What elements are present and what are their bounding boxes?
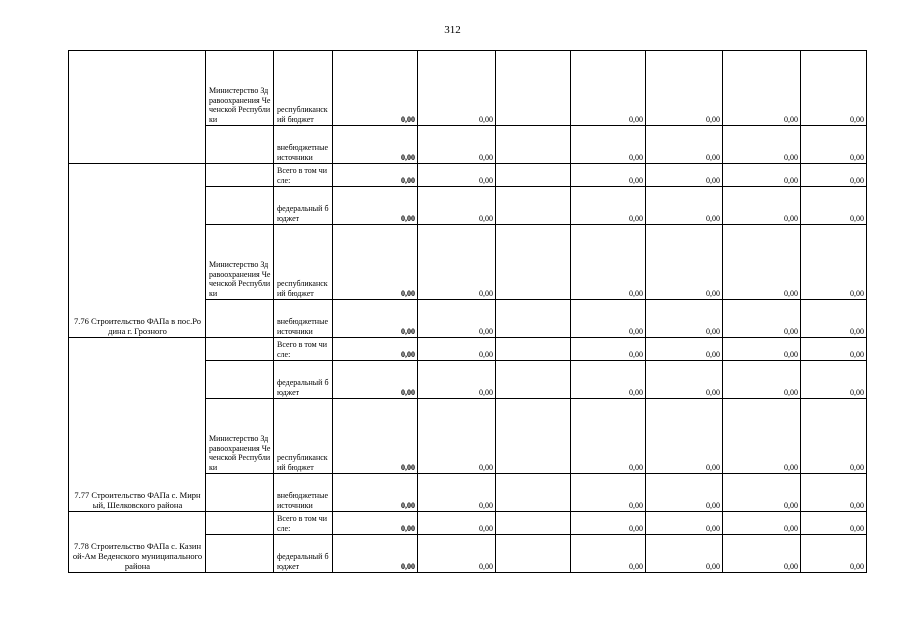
- value-cell: 0,00: [723, 512, 801, 535]
- executor-cell: Министерство Здравоохранения Чеченской Республики: [206, 399, 274, 474]
- value-cell: [496, 187, 571, 225]
- value-cell: [496, 535, 571, 573]
- table-row: [69, 338, 867, 361]
- value-cell: 0,00: [723, 51, 801, 126]
- value-cell: 0,00: [333, 164, 418, 187]
- table-row: [69, 51, 867, 126]
- value-cell: 0,00: [723, 300, 801, 338]
- value-cell: 0,00: [801, 361, 867, 399]
- value-cell: 0,00: [801, 338, 867, 361]
- value-cell: [496, 225, 571, 300]
- value-cell: 0,00: [418, 512, 496, 535]
- value-cell: 0,00: [571, 164, 646, 187]
- value-cell: [496, 300, 571, 338]
- value-cell: 0,00: [646, 126, 723, 164]
- value-cell: 0,00: [418, 225, 496, 300]
- value-cell: 0,00: [723, 164, 801, 187]
- value-cell: 0,00: [723, 474, 801, 512]
- value-cell: [496, 512, 571, 535]
- value-cell: 0,00: [646, 225, 723, 300]
- value-cell: 0,00: [333, 126, 418, 164]
- value-cell: 0,00: [723, 225, 801, 300]
- value-cell: 0,00: [333, 361, 418, 399]
- extrabudget-label: внебюджетные источники: [274, 126, 333, 164]
- value-cell: 0,00: [418, 164, 496, 187]
- value-cell: 0,00: [333, 300, 418, 338]
- value-cell: 0,00: [333, 512, 418, 535]
- executor-cell: [206, 512, 274, 535]
- value-cell: 0,00: [418, 399, 496, 474]
- value-cell: 0,00: [801, 126, 867, 164]
- value-cell: 0,00: [646, 512, 723, 535]
- value-cell: 0,00: [571, 300, 646, 338]
- value-cell: 0,00: [418, 535, 496, 573]
- measure-name-cell: [69, 51, 206, 164]
- value-cell: 0,00: [723, 399, 801, 474]
- republic-budget-label: республиканский бюджет: [274, 399, 333, 474]
- republic-budget-label: республиканский бюджет: [274, 225, 333, 300]
- value-cell: 0,00: [571, 338, 646, 361]
- value-cell: 0,00: [333, 51, 418, 126]
- value-cell: [496, 164, 571, 187]
- value-cell: 0,00: [723, 126, 801, 164]
- value-cell: 0,00: [723, 361, 801, 399]
- value-cell: 0,00: [418, 187, 496, 225]
- executor-cell: [206, 126, 274, 164]
- value-cell: 0,00: [723, 338, 801, 361]
- value-cell: 0,00: [801, 164, 867, 187]
- value-cell: [496, 338, 571, 361]
- value-cell: 0,00: [571, 126, 646, 164]
- executor-cell: [206, 474, 274, 512]
- executor-cell: [206, 535, 274, 573]
- value-cell: 0,00: [571, 187, 646, 225]
- value-cell: 0,00: [646, 535, 723, 573]
- value-cell: 0,00: [571, 399, 646, 474]
- republic-budget-label: республиканский бюджет: [274, 51, 333, 126]
- value-cell: 0,00: [418, 474, 496, 512]
- value-cell: 0,00: [333, 187, 418, 225]
- value-cell: 0,00: [646, 300, 723, 338]
- value-cell: 0,00: [801, 225, 867, 300]
- value-cell: 0,00: [723, 535, 801, 573]
- value-cell: 0,00: [333, 474, 418, 512]
- executor-cell: [206, 187, 274, 225]
- executor-cell: [206, 300, 274, 338]
- value-cell: 0,00: [571, 535, 646, 573]
- value-cell: 0,00: [418, 338, 496, 361]
- value-cell: 0,00: [418, 51, 496, 126]
- measure-name-cell: 7.76 Строительство ФАПа в пос.Родина г. Грозного: [69, 164, 206, 338]
- total-label: Всего в том числе:: [274, 512, 333, 535]
- value-cell: 0,00: [571, 51, 646, 126]
- value-cell: 0,00: [646, 399, 723, 474]
- value-cell: 0,00: [801, 51, 867, 126]
- table-row: [69, 512, 867, 535]
- value-cell: 0,00: [333, 399, 418, 474]
- total-label: Всего в том числе:: [274, 338, 333, 361]
- federal-budget-label: федеральный бюджет: [274, 361, 333, 399]
- federal-budget-label: федеральный бюджет: [274, 535, 333, 573]
- value-cell: 0,00: [418, 126, 496, 164]
- value-cell: 0,00: [646, 361, 723, 399]
- value-cell: 0,00: [571, 361, 646, 399]
- value-cell: 0,00: [801, 474, 867, 512]
- value-cell: 0,00: [646, 51, 723, 126]
- executor-cell: [206, 338, 274, 361]
- extrabudget-label: внебюджетные источники: [274, 300, 333, 338]
- value-cell: 0,00: [801, 399, 867, 474]
- value-cell: 0,00: [333, 535, 418, 573]
- executor-cell: [206, 361, 274, 399]
- value-cell: 0,00: [571, 225, 646, 300]
- value-cell: 0,00: [418, 300, 496, 338]
- table-row: [69, 164, 867, 187]
- value-cell: 0,00: [646, 474, 723, 512]
- value-cell: [496, 399, 571, 474]
- executor-cell: Министерство Здравоохранения Чеченской Республики: [206, 225, 274, 300]
- value-cell: 0,00: [571, 474, 646, 512]
- value-cell: 0,00: [646, 164, 723, 187]
- measure-name-cell: 7.77 Строительство ФАПа с. Мирный, Шелковского района: [69, 338, 206, 512]
- federal-budget-label: федеральный бюджет: [274, 187, 333, 225]
- value-cell: 0,00: [801, 535, 867, 573]
- value-cell: 0,00: [571, 512, 646, 535]
- extrabudget-label: внебюджетные источники: [274, 474, 333, 512]
- total-label: Всего в том числе:: [274, 164, 333, 187]
- page-number: 312: [444, 24, 461, 36]
- value-cell: 0,00: [333, 338, 418, 361]
- value-cell: 0,00: [418, 361, 496, 399]
- value-cell: 0,00: [333, 225, 418, 300]
- measure-name-cell: 7.78 Строительство ФАПа с. Казиной-Ам Веденского муниципального района: [69, 512, 206, 573]
- value-cell: [496, 361, 571, 399]
- executor-cell: Министерство Здравоохранения Чеченской Республики: [206, 51, 274, 126]
- value-cell: [496, 126, 571, 164]
- value-cell: 0,00: [646, 338, 723, 361]
- value-cell: 0,00: [801, 512, 867, 535]
- budget-table: [68, 50, 867, 573]
- value-cell: [496, 474, 571, 512]
- value-cell: 0,00: [801, 300, 867, 338]
- executor-cell: [206, 164, 274, 187]
- value-cell: 0,00: [723, 187, 801, 225]
- value-cell: 0,00: [801, 187, 867, 225]
- value-cell: [496, 51, 571, 126]
- value-cell: 0,00: [646, 187, 723, 225]
